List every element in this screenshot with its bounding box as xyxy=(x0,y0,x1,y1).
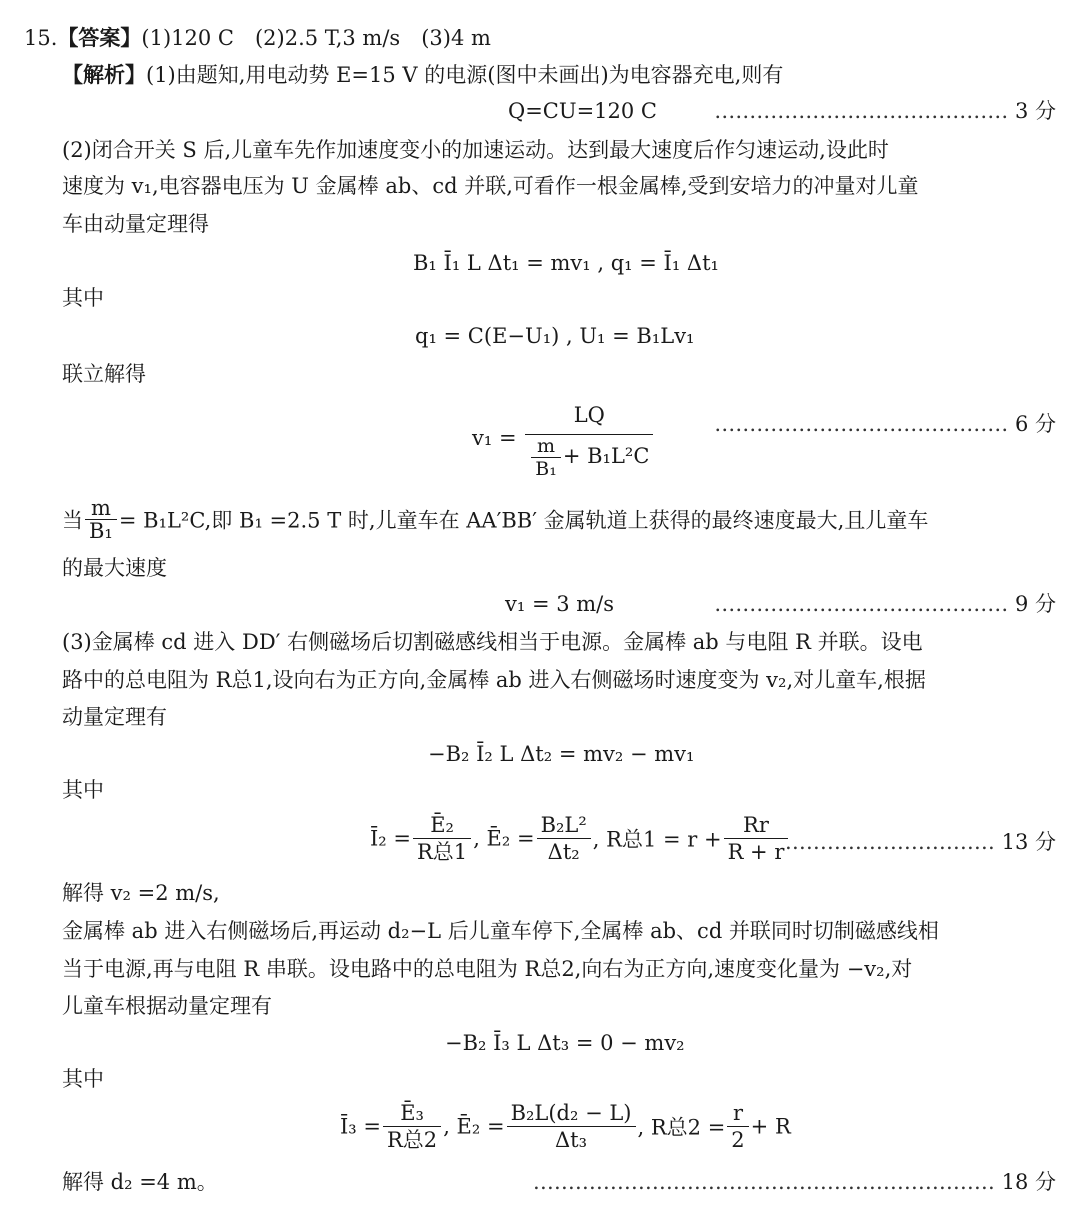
score-4 xyxy=(785,824,1056,860)
eq9-c-frac xyxy=(727,1100,748,1153)
para-4-line-2: 路中的总电阻为 R总1,设向右为正方向,金属棒 ab 进入右侧磁场时速度变为 v₂,对儿童车,根据 xyxy=(62,668,926,692)
para-5-line-2: 金属棒 ab 进入右侧磁场后,再运动 d₂−L 后儿童车停下,全属棒 ab、cd 并联同时切制磁感线相 xyxy=(62,919,939,943)
eq9-a-den: R总2 xyxy=(387,1128,438,1152)
final-line: 解得 d₂ =4 m。 xyxy=(62,1170,218,1194)
equation-3: q₁ = C(E−U₁) , U₁ = B₁Lv₁ xyxy=(415,324,695,348)
p3-fraction xyxy=(85,497,117,542)
answer-text: (1)120 C (2)2.5 T,3 m/s (3)4 m xyxy=(141,26,491,50)
score-1 xyxy=(714,93,1056,129)
eq7-a-lhs: Ī₂ = xyxy=(370,826,411,851)
score-4-label: 13 分 xyxy=(1001,830,1056,854)
eq4-numerator: LQ xyxy=(525,396,653,435)
equation-9 xyxy=(340,1100,791,1153)
para-2-line-3: 车由动量定理得 xyxy=(62,212,209,236)
eq9-c-lhs: , R总2 = xyxy=(637,1115,726,1140)
leader-dots: …………………………………… xyxy=(714,592,1009,616)
leader-dots-short: ………………………… xyxy=(784,830,995,854)
label-qizhong-1: 其中 xyxy=(62,286,104,310)
equation-4 xyxy=(472,396,655,480)
answer-line xyxy=(24,20,1056,56)
answer-tag: 【答案】 xyxy=(57,25,142,50)
score-2-label: 6 分 xyxy=(1014,412,1056,436)
p3-post: = B₁L²C,即 B₁ =2.5 T 时,儿童车在 AA′BB′ 金属轨道上获得的最终速度最大,且儿童车 xyxy=(118,508,929,533)
leader-dots: …………………………………… xyxy=(714,412,1009,436)
eq4-den-rest: + B₁L²C xyxy=(562,444,650,468)
score-3-label: 9 分 xyxy=(1014,592,1056,616)
eq9-a-frac xyxy=(383,1100,441,1153)
score-3 xyxy=(714,586,1056,622)
score-1-label: 3 分 xyxy=(1014,99,1056,123)
score-2 xyxy=(714,406,1056,442)
label-qizhong-3: 其中 xyxy=(62,1067,104,1091)
eq9-c-num: r xyxy=(727,1100,748,1127)
para-5-line-4: 儿童车根据动量定理有 xyxy=(62,994,272,1018)
score-5-label: 18 分 xyxy=(1001,1170,1056,1194)
para-3-line-2: 的最大速度 xyxy=(62,556,167,580)
eq4-fraction xyxy=(525,396,653,480)
eq7-c-den: R + r xyxy=(727,840,785,864)
eq9-c-den: 2 xyxy=(731,1128,745,1152)
leader-dots: …………………………………… xyxy=(714,99,1009,123)
p3-frac-num: m xyxy=(85,497,117,520)
eq7-c-lhs: , R总1 = r + xyxy=(592,827,722,852)
para-5-line-1: 解得 v₂ =2 m/s, xyxy=(62,881,220,905)
para-5-line-3: 当于电源,再与电阻 R 串联。设电路中的总电阻为 R总2,向右为正方向,速度变化量为 −v₂,对 xyxy=(62,957,913,981)
eq7-b-den: Δt₂ xyxy=(547,840,580,864)
equation-2: B₁ Ī₁ L Δt₁ = mv₁ , q₁ = Ī₁ Δt₁ xyxy=(413,251,719,275)
eq7-b-num: B₂L² xyxy=(537,812,591,839)
p3-pre: 当 xyxy=(62,508,83,533)
eq7-b-frac xyxy=(537,812,591,865)
eq7-c-num: Rr xyxy=(724,812,789,839)
analysis-text-1: (1)由题知,用电动势 E=15 V 的电源(图中未画出)为电容器充电,则有 xyxy=(146,63,784,87)
equation-8: −B₂ Ī₃ L Δt₃ = 0 − mv₂ xyxy=(445,1031,685,1055)
eq4-inner-num: m xyxy=(531,435,561,458)
eq9-b-frac xyxy=(507,1100,636,1153)
para-3-line-1 xyxy=(62,497,1056,547)
eq9-b-den: Δt₃ xyxy=(555,1128,588,1152)
leader-dots-long: ………………………………………………………… xyxy=(532,1170,995,1194)
p3-frac-den: B₁ xyxy=(89,519,113,543)
analysis-line-1 xyxy=(62,57,1056,93)
para-2-line-1: (2)闭合开关 S 后,儿童车先作加速度变小的加速运动。达到最大速度后作匀速运动,设此时 xyxy=(62,138,889,162)
eq7-b-lhs: , Ē₂ = xyxy=(473,826,535,851)
score-5 xyxy=(533,1164,1056,1200)
eq4-denominator xyxy=(525,435,653,480)
eq7-a-den: R总1 xyxy=(417,840,468,864)
eq9-b-num: B₂L(d₂ − L) xyxy=(507,1100,636,1127)
eq9-c-rest: + R xyxy=(750,1114,791,1139)
eq4-lhs: v₁ = xyxy=(472,426,517,450)
label-qizhong-2: 其中 xyxy=(62,778,104,802)
eq9-b-lhs: , Ē₂ = xyxy=(443,1114,505,1139)
equation-1: Q=CU=120 C xyxy=(508,99,657,123)
eq4-inner-fraction xyxy=(531,435,561,480)
eq9-a-num: Ē₃ xyxy=(383,1100,441,1127)
equation-7 xyxy=(370,812,790,865)
equation-5: v₁ = 3 m/s xyxy=(505,592,615,616)
analysis-tag: 【解析】 xyxy=(62,62,146,87)
question-number: 15. xyxy=(24,26,58,50)
eq7-c-frac xyxy=(724,812,789,865)
para-4-line-3: 动量定理有 xyxy=(62,705,167,729)
eq4-inner-den: B₁ xyxy=(535,458,557,480)
para-4-line-1: (3)金属棒 cd 进入 DD′ 右侧磁场后切割磁感线相当于电源。金属棒 ab 与电阻 R 并联。设电 xyxy=(62,630,923,654)
para-2-line-2: 速度为 v₁,电容器电压为 U 金属棒 ab、cd 并联,可看作一根金属棒,受到安培力的冲量对儿童 xyxy=(62,174,919,198)
eq7-a-num: Ē₂ xyxy=(413,812,471,839)
equation-6: −B₂ Ī₂ L Δt₂ = mv₂ − mv₁ xyxy=(428,742,695,766)
eq9-a-lhs: Ī₃ = xyxy=(340,1114,381,1139)
eq7-a-frac xyxy=(413,812,471,865)
label-lianli: 联立解得 xyxy=(62,362,146,386)
